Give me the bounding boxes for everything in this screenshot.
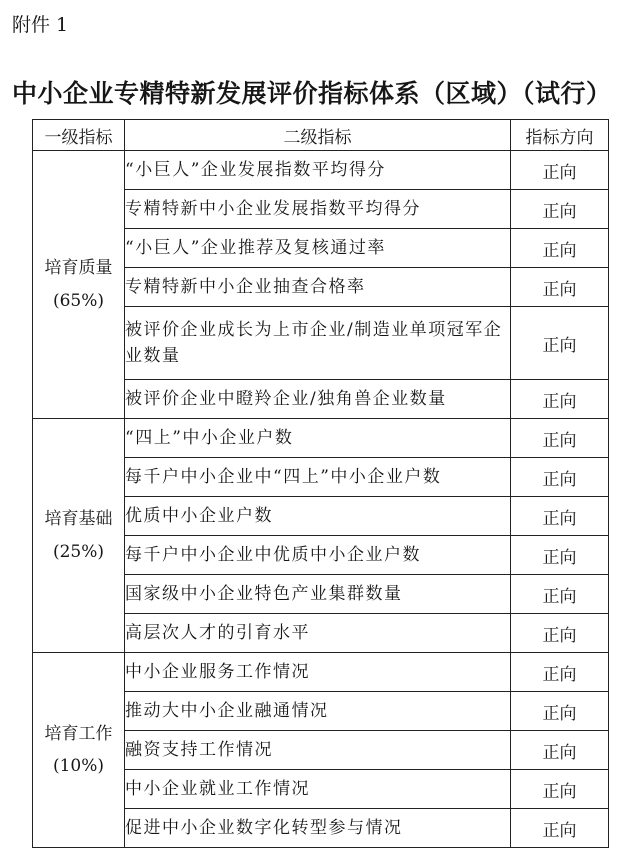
direction-cell: 正向 [511,692,609,731]
indicator-cell: 被评价企业成长为上市企业/制造业单项冠军企业数量 [125,307,511,380]
indicator-table [32,119,609,848]
indicator-cell: 促进中小企业数字化转型参与情况 [125,809,511,848]
indicator-cell: 高层次人才的引育水平 [125,614,511,653]
direction-cell: 正向 [511,229,609,268]
direction-cell: 正向 [511,268,609,307]
direction-cell: 正向 [511,536,609,575]
document-title: 中小企业专精特新发展评价指标体系（区域）（试行） [12,79,612,108]
category-name: 培育工作 [44,723,113,744]
indicator-cell: 国家级中小企业特色产业集群数量 [125,575,511,614]
header-level2: 二级指标 [125,120,511,151]
indicator-cell: 融资支持工作情况 [125,731,511,770]
indicator-cell: 中小企业就业工作情况 [125,770,511,809]
direction-cell: 正向 [511,653,609,692]
table-header-row [33,120,609,151]
direction-cell: 正向 [511,614,609,653]
indicator-cell: 专精特新中小企业发展指数平均得分 [125,190,511,229]
indicator-cell: 被评价企业中瞪羚企业/独角兽企业数量 [125,380,511,419]
category-cell [33,653,125,848]
table-row [33,653,609,692]
indicator-cell: “四上”中小企业户数 [125,419,511,458]
indicator-cell: 优质中小企业户数 [125,497,511,536]
direction-cell: 正向 [511,307,609,380]
category-cell [33,419,125,653]
indicator-cell: “小巨人”企业发展指数平均得分 [125,151,511,190]
category-weight: (25%) [52,541,105,562]
direction-cell: 正向 [511,731,609,770]
header-direction: 指标方向 [511,120,609,151]
category-cell [33,151,125,419]
direction-cell: 正向 [511,419,609,458]
direction-cell: 正向 [511,380,609,419]
direction-cell: 正向 [511,575,609,614]
indicator-cell: 专精特新中小企业抽查合格率 [125,268,511,307]
indicator-cell: 每千户中小企业中“四上”中小企业户数 [125,458,511,497]
direction-cell: 正向 [511,458,609,497]
direction-cell: 正向 [511,190,609,229]
category-weight: (10%) [52,756,105,776]
indicator-cell: “小巨人”企业推荐及复核通过率 [125,229,511,268]
direction-cell: 正向 [511,809,609,848]
table-row [33,419,609,458]
table-row [33,151,609,190]
header-level1: 一级指标 [33,120,125,151]
category-weight: (65%) [52,290,105,311]
direction-cell: 正向 [511,770,609,809]
category-name: 培育基础 [44,509,113,530]
direction-cell: 正向 [511,497,609,536]
indicator-cell: 中小企业服务工作情况 [125,653,511,692]
direction-cell: 正向 [511,151,609,190]
annex-label: 附件 1 [12,14,69,36]
category-name: 培育质量 [44,258,113,279]
indicator-cell: 每千户中小企业中优质中小企业户数 [125,536,511,575]
indicator-cell: 推动大中小企业融通情况 [125,692,511,731]
